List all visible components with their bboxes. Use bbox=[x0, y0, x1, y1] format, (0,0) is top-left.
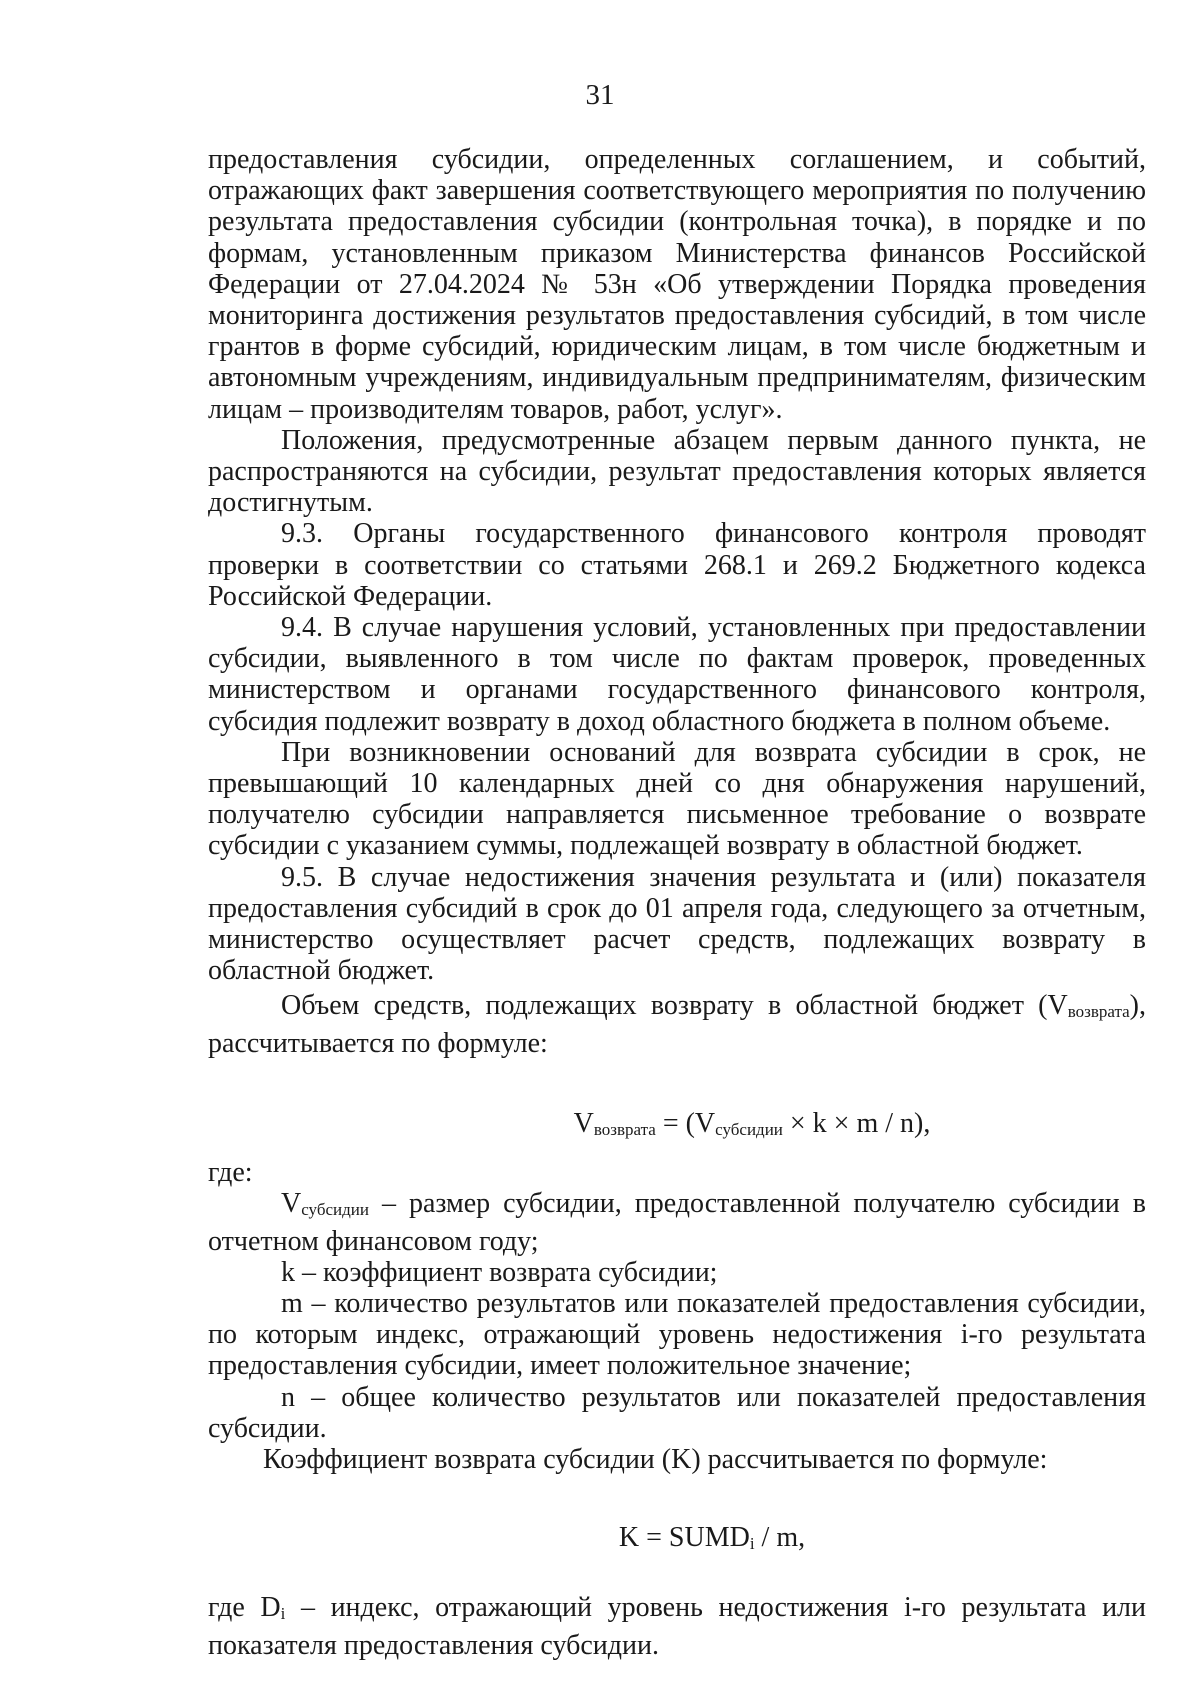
paragraph-9-5: 9.5. В случае недостижения значения результата и (или) показателя предоставления субсидий в срок до 01 апреля года, следующего за отчетным, министерство осуществляет расчет средств, подлежащих возврату в областной бюджет. bbox=[208, 861, 1146, 987]
definition-v-subsidy bbox=[208, 1188, 1146, 1256]
formula-fragment: × k × m / n), bbox=[782, 1107, 931, 1139]
subscript: i bbox=[280, 1604, 286, 1624]
definition-k: k – коэффициент возврата субсидии; bbox=[281, 1256, 718, 1288]
paragraph-9-4: 9.4. В случае нарушения условий, установленных при предоставлении субсидии, выявленного в том числе по фактам проверок, проведенных министерством и органами государственного финансового контроля, субсидия подлежит возврату в доход областного бюджета в полном объеме. bbox=[208, 612, 1146, 737]
formula-fragment: K = SUMD bbox=[618, 1522, 750, 1554]
definition-text: – размер субсидии, предоставленной получателю субсидии в отчетном финансовом году; bbox=[208, 1188, 1146, 1257]
paragraph-return-volume bbox=[208, 990, 1146, 1058]
formula-variable: V bbox=[573, 1107, 594, 1139]
text-fragment: – индекс, отражающий уровень недостижения i-го результата или показателя предоставления субсидии. bbox=[208, 1592, 1147, 1661]
where-label: где: bbox=[208, 1157, 253, 1189]
paragraph-provisions: Положения, предусмотренные абзацем первым данного пункта, не распространяются на субсидии, результат предоставления которых является достигнутым. bbox=[208, 424, 1146, 519]
paragraph-9-3: 9.3. Органы государственного финансового контроля проводят проверки в соответствии со статьями 268.1 и 269.2 Бюджетного кодекса Российской Федерации. bbox=[208, 518, 1146, 612]
subscript: возврата bbox=[1067, 1002, 1130, 1022]
formula-fragment: = (V bbox=[655, 1107, 716, 1139]
document-body bbox=[208, 144, 1146, 1661]
definition-m: m – количество результатов или показателей предоставления субсидии, по которым индекс, отражающий уровень недостижения i-го результата предоставления субсидии, имеет положительное значение; bbox=[208, 1287, 1146, 1382]
paragraph-continuation: предоставления субсидии, определенных соглашением, и событий, отражающих факт завершения соответствующего мероприятия по получению результата предоставления субсидии (контрольная точка), в порядке и по формам, установленным приказом Министерства финансов Российской Федерации от 27.04.2024 № 53н «Об утверждении Порядка проведения мониторинга достижения результатов предоставления субсидий, в том числе грантов в форме субсидий, юридическим лицам, в том числе бюджетным и автономным учреждениям, индивидуальным предпринимателям, физическим лицам – производителям товаров, работ, услуг». bbox=[208, 144, 1146, 425]
subscript: i bbox=[749, 1534, 755, 1554]
formula-coefficient bbox=[208, 1522, 1146, 1559]
formula-variable: V bbox=[281, 1188, 302, 1220]
formula-fragment: / m, bbox=[754, 1522, 806, 1554]
subscript: возврата bbox=[593, 1119, 656, 1139]
page-number: 31 bbox=[585, 79, 615, 111]
formula-return-volume bbox=[208, 1108, 1146, 1145]
text-fragment: Объем средств, подлежащих возврату в областной бюджет (V bbox=[281, 990, 1068, 1022]
subscript: субсидии bbox=[301, 1200, 369, 1220]
text-fragment: ), рассчитывается по формуле: bbox=[208, 990, 1146, 1059]
paragraph-coefficient-intro: Коэффициент возврата субсидии (K) рассчитывается по формуле: bbox=[263, 1443, 1048, 1475]
paragraph-return-demand: При возникновении оснований для возврата субсидии в срок, не превышающий 10 календарных дней со дня обнаружения нарушений, получателю субсидии направляется письменное требование о возврате субсидии с указанием суммы, подлежащей возврату в областной бюджет. bbox=[208, 736, 1146, 862]
text-fragment: где D bbox=[208, 1592, 281, 1624]
definition-n: n – общее количество результатов или показателей предоставления субсидии. bbox=[208, 1381, 1146, 1444]
subscript: субсидии bbox=[715, 1119, 783, 1139]
definition-di bbox=[208, 1592, 1146, 1660]
